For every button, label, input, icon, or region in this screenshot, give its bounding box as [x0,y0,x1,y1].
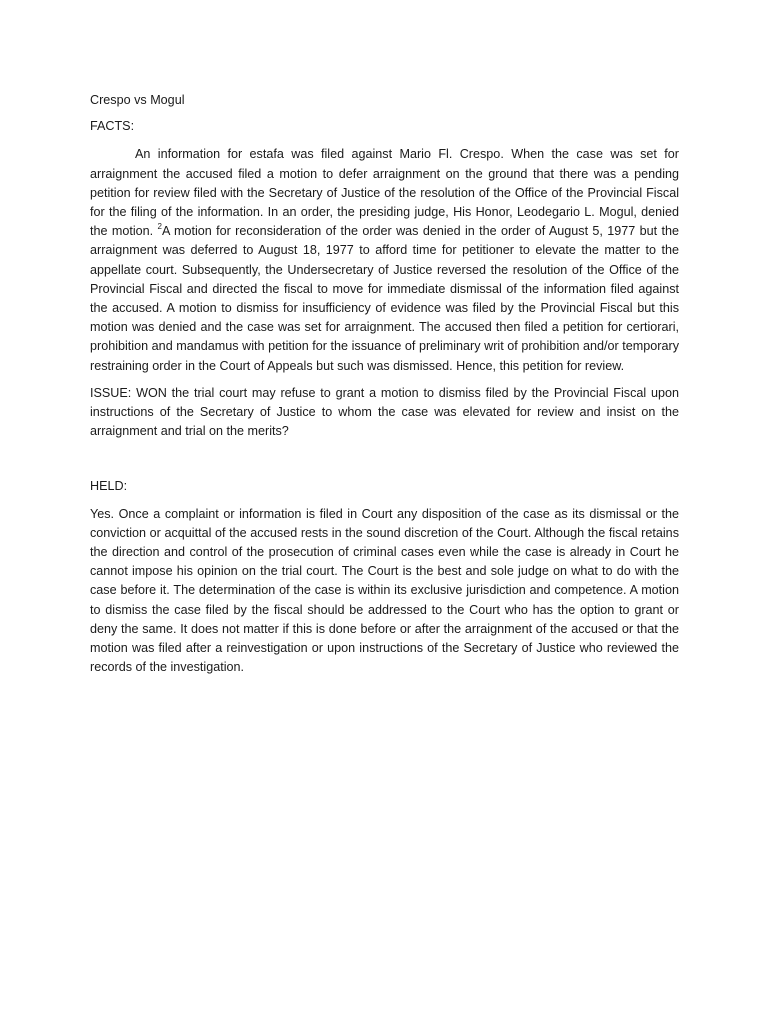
facts-heading: FACTS: [90,119,135,134]
facts-text-part1: An information for estafa was filed against Mario Fl. Crespo. When the case was set for arraignment the accused filed a motion to defer arraignment on the ground that there was a pending petition for review filed with the Secretary of Justice of the resolution of the Office of the Provincial Fiscal for the filing of the information. In an order, the presiding judge, His Honor, Leodegario L. Mogul, denied the motion. [90,147,679,239]
facts-text-part2: A motion for reconsideration of the order was denied in the order of August 5, 1977 but the arraignment was deferred to August 18, 1977 to afford time for petitioner to elevate the matter to the appellate court. Subsequently, the Undersecretary of Justice reversed the resolution of the Office of the Provincial Fiscal and directed the fiscal to move for immediate dismissal of the information filed against the accused. A motion to dismiss for insufficiency of evidence was filed by the Provincial Fiscal but this motion was denied and the case was set for arraignment. The accused then filed a petition for certiorari, prohibition and mandamus with petition for the issuance of preliminary writ of prohibition and/or temporary restraining order in the Court of Appeals but such was dismissed. Hence, this petition for review. [90,224,679,373]
footnote-marker: 2 [157,222,162,232]
held-heading: HELD: [90,479,128,494]
issue-paragraph: ISSUE: WON the trial court may refuse to grant a motion to dismiss filed by the Provincial Fiscal upon instructions of the Secretary of Justice to whom the case was elevated for review and insist on the arraignment and trial on the merits? [90,385,679,439]
document-page [90,91,679,677]
facts-paragraph [90,145,679,375]
document-title: Crespo vs Mogul [90,93,185,107]
held-paragraph: Yes. Once a complaint or information is filed in Court any disposition of the case as its dismissal or the conviction or acquittal of the accused rests in the sound discretion of the Court. Although the fiscal retains the direction and control of the prosecution of criminal cases even while the case is already in Court he cannot impose his opinion on the trial court. The Court is the best and sole judge on what to do with the case before it. The determination of the case is within its exclusive jurisdiction and competence. A motion to dismiss the case filed by the fiscal should be addressed to the Court who has the option to grant or deny the same. It does not matter if this is done before or after the arraignment of the accused or that the motion was filed after a reinvestigation or upon instructions of the Secretary of Justice who reviewed the records of the investigation. [90,506,679,675]
